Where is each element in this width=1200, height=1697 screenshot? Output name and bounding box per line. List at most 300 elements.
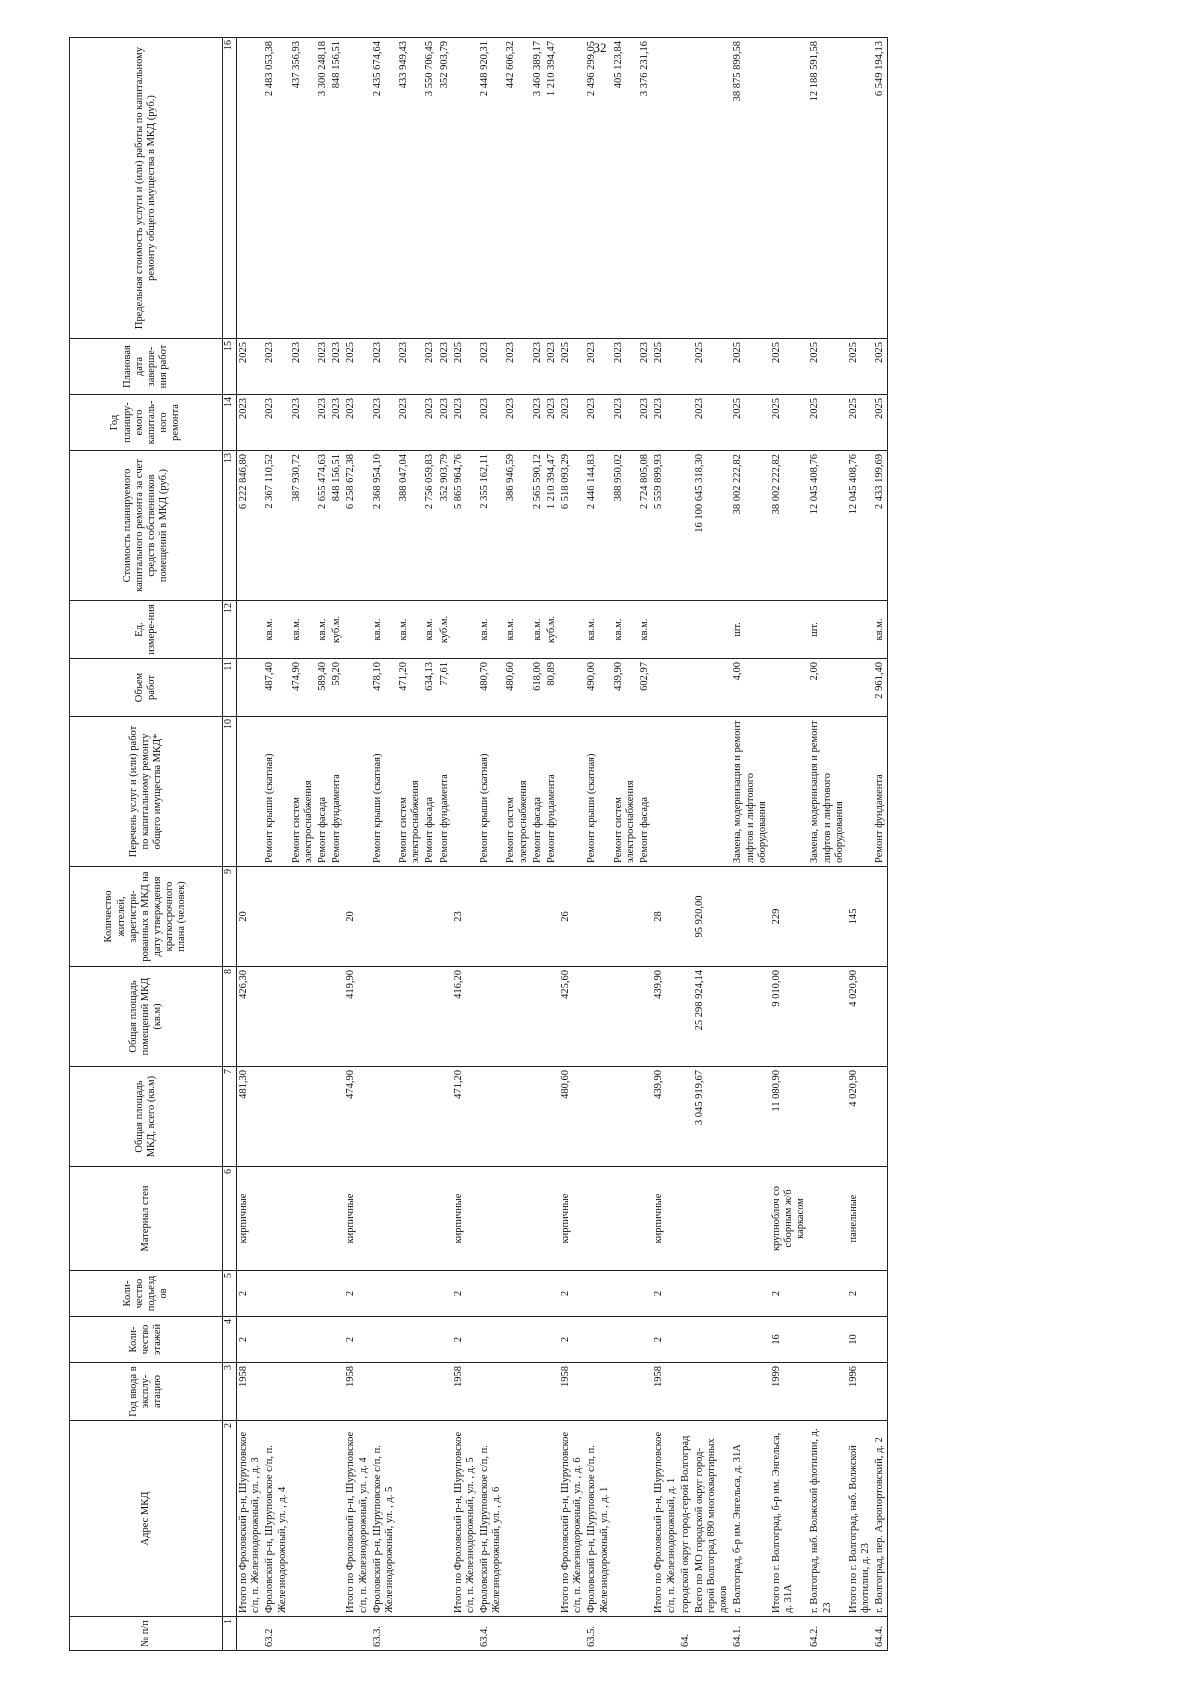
- cell-wall-material: [585, 1167, 611, 1271]
- column-number: 11: [223, 659, 237, 717]
- cell-unit: куб.м.: [330, 601, 344, 659]
- column-number: 8: [223, 967, 237, 1067]
- cell-planned-cost: 388 950,02: [612, 451, 638, 601]
- cell-commission-year: [397, 1363, 423, 1421]
- cell-total-area: [371, 1067, 397, 1167]
- cell-total-area: 481,30: [237, 1067, 264, 1167]
- cell-repair-year: 2025: [808, 395, 847, 451]
- table-row: [731, 38, 770, 1651]
- cell-commission-year: 1999: [770, 1363, 809, 1421]
- column-header: Адрес МКД: [70, 1421, 223, 1617]
- cell-residents: [873, 867, 888, 967]
- cell-row-number: [290, 1617, 316, 1651]
- cell-floors: 2: [559, 1317, 585, 1363]
- cell-completion-date: 2025: [873, 339, 888, 395]
- cell-commission-year: [438, 1363, 452, 1421]
- cell-entrances: 2: [847, 1271, 873, 1317]
- cell-completion-date: 2025: [770, 339, 809, 395]
- cell-premises-area: [504, 967, 530, 1067]
- cell-total-area: [478, 1067, 504, 1167]
- cell-work-type: Ремонт фундамента: [873, 717, 888, 867]
- cell-residents: [612, 867, 638, 967]
- cell-entrances: [263, 1271, 289, 1317]
- cell-commission-year: [679, 1363, 693, 1421]
- cell-planned-cost: 352 903,79: [438, 451, 452, 601]
- cell-address: Всего по МО городской округ город-герой Волгоград 890 многоквартирных домов: [693, 1421, 732, 1617]
- column-header: № п/п: [70, 1617, 223, 1651]
- cell-completion-date: 2025: [652, 339, 678, 395]
- cell-completion-date: 2025: [452, 339, 478, 395]
- cell-address: г. Волгоград, наб. Волжской флотилии, д. 23: [808, 1421, 847, 1617]
- cell-premises-area: [531, 967, 545, 1067]
- table-row: [770, 38, 809, 1651]
- cell-floors: [693, 1317, 732, 1363]
- column-header: Общая площадь МКД, всего (кв.м): [70, 1067, 223, 1167]
- cell-address: Итого по Фроловский р-н, Шуруповское с/п, п. Железнодорожный, ул. , д. 6: [559, 1421, 585, 1617]
- cell-floors: [545, 1317, 559, 1363]
- cell-unit: куб.м.: [438, 601, 452, 659]
- cell-planned-cost: 2 355 162,11: [478, 451, 504, 601]
- cell-work-type: Ремонт фасада: [638, 717, 652, 867]
- cell-floors: [263, 1317, 289, 1363]
- cell-work-type: Ремонт фундамента: [545, 717, 559, 867]
- cell-premises-area: [438, 967, 452, 1067]
- cell-commission-year: [330, 1363, 344, 1421]
- cell-entrances: 2: [237, 1271, 264, 1317]
- cell-max-cost: 3 550 706,45: [423, 38, 437, 339]
- cell-max-cost: [693, 38, 732, 339]
- cell-commission-year: 1958: [559, 1363, 585, 1421]
- cell-premises-area: 425,60: [559, 967, 585, 1067]
- cell-unit: шт.: [731, 601, 770, 659]
- cell-wall-material: [612, 1167, 638, 1271]
- cell-premises-area: [873, 967, 888, 1067]
- cell-entrances: [638, 1271, 652, 1317]
- cell-entrances: [290, 1271, 316, 1317]
- cell-work-volume: [559, 659, 585, 717]
- cell-commission-year: [612, 1363, 638, 1421]
- cell-residents: [397, 867, 423, 967]
- column-header: Ед. измере-ния: [70, 601, 223, 659]
- cell-unit: кв.м.: [371, 601, 397, 659]
- cell-floors: 2: [452, 1317, 478, 1363]
- column-number: 4: [223, 1317, 237, 1363]
- cell-entrances: [531, 1271, 545, 1317]
- cell-unit: кв.м.: [638, 601, 652, 659]
- cell-unit: кв.м.: [504, 601, 530, 659]
- cell-planned-cost: 2 368 954,10: [371, 451, 397, 601]
- cell-wall-material: [423, 1167, 437, 1271]
- cell-wall-material: [808, 1167, 847, 1271]
- cell-work-type: Ремонт систем электроснабжения: [397, 717, 423, 867]
- cell-planned-cost: 2 446 144,83: [585, 451, 611, 601]
- cell-max-cost: [847, 38, 873, 339]
- cell-planned-cost: 38 002 222,82: [731, 451, 770, 601]
- cell-max-cost: 437 356,93: [290, 38, 316, 339]
- cell-address: [438, 1421, 452, 1617]
- cell-floors: 2: [344, 1317, 370, 1363]
- cell-address: Итого по г. Волгоград, наб. Волжской флотилии, д. 23: [847, 1421, 873, 1617]
- cell-repair-year: 2023: [612, 395, 638, 451]
- cell-entrances: 2: [452, 1271, 478, 1317]
- cell-address: Итого по Фроловский р-н, Шуруповское с/п, п. Железнодорожный, ул. , д. 3: [237, 1421, 264, 1617]
- column-header: Год ввода в эксплу-атацию: [70, 1363, 223, 1421]
- cell-max-cost: 2 483 053,38: [263, 38, 289, 339]
- cell-total-area: [263, 1067, 289, 1167]
- cell-max-cost: 2 496 299,05: [585, 38, 611, 339]
- cell-total-area: 3 045 919,67: [693, 1067, 732, 1167]
- cell-commission-year: 1958: [344, 1363, 370, 1421]
- cell-work-volume: 2,00: [808, 659, 847, 717]
- cell-planned-cost: [679, 451, 693, 601]
- cell-work-type: [679, 717, 693, 867]
- table-row: [808, 38, 847, 1651]
- cell-work-volume: 471,20: [397, 659, 423, 717]
- cell-max-cost: 1 210 394,47: [545, 38, 559, 339]
- cell-planned-cost: 1 210 394,47: [545, 451, 559, 601]
- cell-work-type: [559, 717, 585, 867]
- cell-residents: 20: [237, 867, 264, 967]
- cell-wall-material: [438, 1167, 452, 1271]
- cell-address: городской округ город-герой Волгоград: [679, 1421, 693, 1617]
- cell-wall-material: [478, 1167, 504, 1271]
- cell-repair-year: 2023: [545, 395, 559, 451]
- cell-work-volume: [693, 659, 732, 717]
- cell-row-number: [504, 1617, 530, 1651]
- cell-entrances: [330, 1271, 344, 1317]
- cell-completion-date: 2023: [423, 339, 437, 395]
- cell-completion-date: 2023: [438, 339, 452, 395]
- cell-repair-year: 2023: [330, 395, 344, 451]
- table-body: [237, 38, 888, 1651]
- cell-residents: 145: [847, 867, 873, 967]
- cell-work-volume: 480,70: [478, 659, 504, 717]
- cell-total-area: [397, 1067, 423, 1167]
- cell-row-number: 64.: [679, 1617, 693, 1651]
- cell-completion-date: 2023: [397, 339, 423, 395]
- table-row: [531, 38, 545, 1651]
- cell-row-number: [531, 1617, 545, 1651]
- cell-premises-area: [545, 967, 559, 1067]
- cell-row-number: [847, 1617, 873, 1651]
- column-number: 10: [223, 717, 237, 867]
- cell-entrances: [545, 1271, 559, 1317]
- cell-commission-year: [585, 1363, 611, 1421]
- cell-repair-year: 2023: [531, 395, 545, 451]
- cell-commission-year: [290, 1363, 316, 1421]
- cell-total-area: 4 020,90: [847, 1067, 873, 1167]
- cell-commission-year: 1958: [237, 1363, 264, 1421]
- cell-max-cost: [344, 38, 370, 339]
- cell-max-cost: 848 156,51: [330, 38, 344, 339]
- cell-planned-cost: 388 047,04: [397, 451, 423, 601]
- cell-wall-material: [731, 1167, 770, 1271]
- cell-max-cost: 2 435 674,64: [371, 38, 397, 339]
- cell-unit: [237, 601, 264, 659]
- cell-row-number: 64.1.: [731, 1617, 770, 1651]
- cell-address: [612, 1421, 638, 1617]
- cell-repair-year: 2023: [452, 395, 478, 451]
- cell-work-volume: 80,89: [545, 659, 559, 717]
- cell-floors: [531, 1317, 545, 1363]
- cell-work-type: Ремонт систем электроснабжения: [504, 717, 530, 867]
- cell-repair-year: 2025: [770, 395, 809, 451]
- cell-completion-date: 2023: [504, 339, 530, 395]
- cell-total-area: [808, 1067, 847, 1167]
- cell-residents: [679, 867, 693, 967]
- cell-row-number: 63.5.: [585, 1617, 611, 1651]
- cell-planned-cost: 6 518 093,29: [559, 451, 585, 601]
- cell-premises-area: [478, 967, 504, 1067]
- cell-max-cost: 442 606,32: [504, 38, 530, 339]
- cell-max-cost: 38 875 899,58: [731, 38, 770, 339]
- cell-work-type: [770, 717, 809, 867]
- column-number: 7: [223, 1067, 237, 1167]
- cell-planned-cost: 2 565 590,12: [531, 451, 545, 601]
- cell-floors: [371, 1317, 397, 1363]
- cell-max-cost: 3 300 248,18: [316, 38, 330, 339]
- cell-floors: [612, 1317, 638, 1363]
- cell-repair-year: 2023: [559, 395, 585, 451]
- cell-completion-date: 2025: [693, 339, 732, 395]
- cell-wall-material: [693, 1167, 732, 1271]
- cell-total-area: 474,90: [344, 1067, 370, 1167]
- cell-row-number: 64.4.: [873, 1617, 888, 1651]
- cell-residents: [585, 867, 611, 967]
- cell-premises-area: [316, 967, 330, 1067]
- cell-floors: [438, 1317, 452, 1363]
- cell-address: [397, 1421, 423, 1617]
- cell-entrances: [679, 1271, 693, 1317]
- cell-unit: кв.м.: [873, 601, 888, 659]
- cell-repair-year: 2023: [438, 395, 452, 451]
- cell-work-type: Замена, модернизация и ремонт лифтов и лифтового оборудования: [808, 717, 847, 867]
- cell-repair-year: 2023: [263, 395, 289, 451]
- cell-unit: кв.м.: [290, 601, 316, 659]
- cell-repair-year: 2023: [423, 395, 437, 451]
- cell-repair-year: 2023: [652, 395, 678, 451]
- cell-address: [330, 1421, 344, 1617]
- cell-max-cost: 433 949,43: [397, 38, 423, 339]
- cell-max-cost: 352 903,79: [438, 38, 452, 339]
- cell-completion-date: 2023: [478, 339, 504, 395]
- cell-address: Итого по г. Волгоград, б-р им. Энгельса, д. 31А: [770, 1421, 809, 1617]
- cell-max-cost: [770, 38, 809, 339]
- cell-planned-cost: 2 724 805,08: [638, 451, 652, 601]
- cell-floors: [504, 1317, 530, 1363]
- column-number: 1: [223, 1617, 237, 1651]
- cell-commission-year: 1958: [652, 1363, 678, 1421]
- cell-entrances: 2: [344, 1271, 370, 1317]
- cell-planned-cost: 5 865 964,76: [452, 451, 478, 601]
- cell-row-number: [452, 1617, 478, 1651]
- cell-commission-year: [873, 1363, 888, 1421]
- cell-max-cost: 3 460 389,17: [531, 38, 545, 339]
- cell-commission-year: [423, 1363, 437, 1421]
- cell-work-type: [847, 717, 873, 867]
- cell-repair-year: 2023: [290, 395, 316, 451]
- cell-row-number: [612, 1617, 638, 1651]
- cell-wall-material: [397, 1167, 423, 1271]
- cell-row-number: [397, 1617, 423, 1651]
- cell-repair-year: 2023: [638, 395, 652, 451]
- cell-premises-area: [612, 967, 638, 1067]
- cell-floors: 10: [847, 1317, 873, 1363]
- cell-work-type: Ремонт фасада: [531, 717, 545, 867]
- cell-completion-date: 2025: [731, 339, 770, 395]
- cell-floors: [731, 1317, 770, 1363]
- cell-residents: 28: [652, 867, 678, 967]
- cell-commission-year: 1996: [847, 1363, 873, 1421]
- cell-address: [290, 1421, 316, 1617]
- cell-work-type: [452, 717, 478, 867]
- cell-entrances: [423, 1271, 437, 1317]
- column-number: 15: [223, 339, 237, 395]
- cell-row-number: [330, 1617, 344, 1651]
- table-row: [371, 38, 397, 1651]
- cell-residents: 26: [559, 867, 585, 967]
- cell-wall-material: [330, 1167, 344, 1271]
- table-row: [263, 38, 289, 1651]
- cell-entrances: [316, 1271, 330, 1317]
- cell-max-cost: 405 123,84: [612, 38, 638, 339]
- cell-address: г. Волгоград, пер. Аэропортовский, д. 2: [873, 1421, 888, 1617]
- cell-planned-cost: 38 002 222,82: [770, 451, 809, 601]
- cell-commission-year: [263, 1363, 289, 1421]
- cell-total-area: [873, 1067, 888, 1167]
- cell-floors: [478, 1317, 504, 1363]
- table-row: [423, 38, 437, 1651]
- cell-planned-cost: 2 367 110,52: [263, 451, 289, 601]
- column-number-row: [223, 38, 237, 1651]
- column-header: Перечень услуг и (или) работ по капитальному ремонту общего имущества МКД*: [70, 717, 223, 867]
- cell-completion-date: 2023: [290, 339, 316, 395]
- cell-floors: [397, 1317, 423, 1363]
- cell-wall-material: кирпичные: [559, 1167, 585, 1271]
- cell-premises-area: [290, 967, 316, 1067]
- cell-residents: [638, 867, 652, 967]
- cell-total-area: [330, 1067, 344, 1167]
- cell-entrances: [808, 1271, 847, 1317]
- cell-residents: [423, 867, 437, 967]
- cell-floors: [679, 1317, 693, 1363]
- cell-completion-date: 2025: [237, 339, 264, 395]
- cell-premises-area: 416,20: [452, 967, 478, 1067]
- cell-max-cost: [237, 38, 264, 339]
- cell-unit: кв.м.: [531, 601, 545, 659]
- cell-address: [638, 1421, 652, 1617]
- cell-commission-year: [531, 1363, 545, 1421]
- cell-floors: [330, 1317, 344, 1363]
- cell-completion-date: 2023: [585, 339, 611, 395]
- cell-total-area: 480,60: [559, 1067, 585, 1167]
- cell-address: г. Волгоград, б-р им. Энгельса, д. 31А: [731, 1421, 770, 1617]
- cell-entrances: 2: [652, 1271, 678, 1317]
- capital-repair-table: [69, 37, 888, 1651]
- table-row: [438, 38, 452, 1651]
- cell-residents: 20: [344, 867, 370, 967]
- cell-work-volume: [847, 659, 873, 717]
- cell-total-area: [290, 1067, 316, 1167]
- cell-floors: [423, 1317, 437, 1363]
- cell-unit: [847, 601, 873, 659]
- cell-repair-year: 2023: [397, 395, 423, 451]
- cell-work-type: Ремонт крыши (скатная): [263, 717, 289, 867]
- cell-premises-area: [808, 967, 847, 1067]
- table-row: [585, 38, 611, 1651]
- cell-total-area: [731, 1067, 770, 1167]
- cell-repair-year: 2023: [693, 395, 732, 451]
- cell-work-volume: [770, 659, 809, 717]
- cell-work-type: Ремонт фундамента: [330, 717, 344, 867]
- cell-wall-material: кирпичные: [652, 1167, 678, 1271]
- cell-residents: 229: [770, 867, 809, 967]
- cell-repair-year: 2023: [585, 395, 611, 451]
- cell-commission-year: [371, 1363, 397, 1421]
- cell-wall-material: крупноблоч со сборным ж/б каркасом: [770, 1167, 809, 1271]
- cell-residents: [263, 867, 289, 967]
- column-number: 2: [223, 1421, 237, 1617]
- cell-total-area: [504, 1067, 530, 1167]
- table-row: [478, 38, 504, 1651]
- cell-completion-date: 2023: [316, 339, 330, 395]
- cell-max-cost: [679, 38, 693, 339]
- cell-entrances: [438, 1271, 452, 1317]
- cell-total-area: [679, 1067, 693, 1167]
- cell-row-number: 63.2: [263, 1617, 289, 1651]
- cell-completion-date: 2023: [638, 339, 652, 395]
- cell-completion-date: 2023: [545, 339, 559, 395]
- cell-floors: 2: [652, 1317, 678, 1363]
- cell-wall-material: [679, 1167, 693, 1271]
- table-row: [679, 38, 693, 1651]
- cell-completion-date: 2023: [531, 339, 545, 395]
- cell-address: Итого по Фроловский р-н, Шуруповское с/п, п. Железнодорожный, д. 1: [652, 1421, 678, 1617]
- table-row: [237, 38, 264, 1651]
- cell-planned-cost: 16 100 645 318,30: [693, 451, 732, 601]
- cell-wall-material: кирпичные: [344, 1167, 370, 1271]
- cell-work-type: Ремонт крыши (скатная): [478, 717, 504, 867]
- cell-work-type: [344, 717, 370, 867]
- column-header: Материал стен: [70, 1167, 223, 1271]
- table-rotation-wrapper: [69, 38, 1169, 1651]
- cell-unit: кв.м.: [397, 601, 423, 659]
- cell-completion-date: [679, 339, 693, 395]
- cell-unit: куб.м.: [545, 601, 559, 659]
- cell-wall-material: [545, 1167, 559, 1271]
- cell-premises-area: [330, 967, 344, 1067]
- cell-address: Фроловский р-н, Шуруповское с/п, п. Железнодорожный, ул. , д. 6: [478, 1421, 504, 1617]
- cell-wall-material: [316, 1167, 330, 1271]
- column-number: 3: [223, 1363, 237, 1421]
- cell-residents: [808, 867, 847, 967]
- table-row: [612, 38, 638, 1651]
- cell-work-type: Ремонт крыши (скатная): [371, 717, 397, 867]
- cell-max-cost: [559, 38, 585, 339]
- cell-unit: [693, 601, 732, 659]
- page-number: 32: [593, 40, 607, 55]
- cell-unit: кв.м.: [585, 601, 611, 659]
- cell-unit: кв.м.: [263, 601, 289, 659]
- cell-wall-material: [290, 1167, 316, 1271]
- cell-premises-area: [371, 967, 397, 1067]
- cell-row-number: [316, 1617, 330, 1651]
- cell-work-volume: 439,90: [612, 659, 638, 717]
- cell-repair-year: 2023: [478, 395, 504, 451]
- cell-repair-year: 2025: [847, 395, 873, 451]
- cell-unit: [344, 601, 370, 659]
- cell-work-volume: [344, 659, 370, 717]
